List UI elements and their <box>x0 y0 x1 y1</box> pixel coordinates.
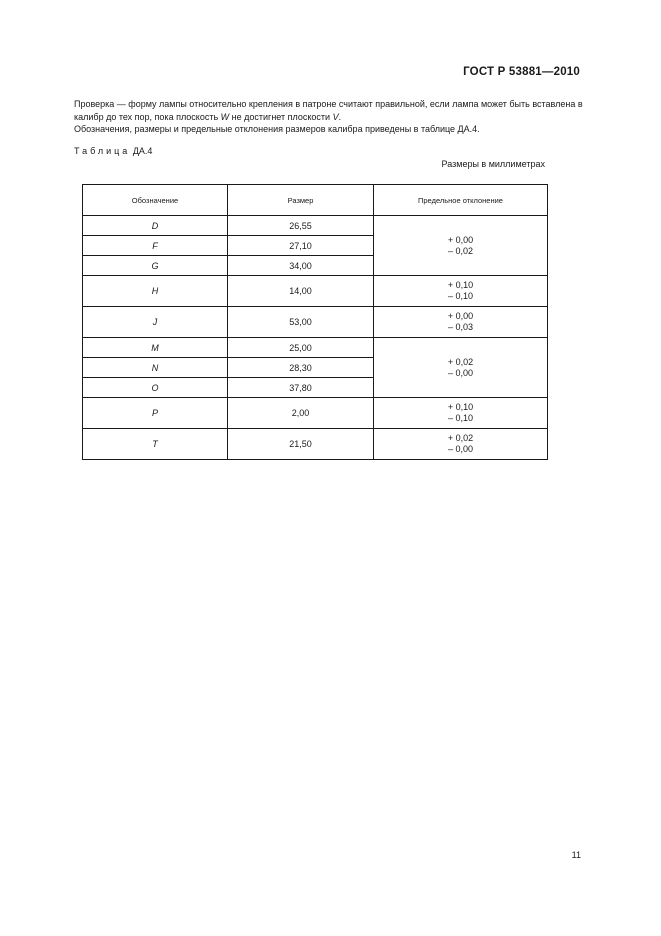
table-row <box>83 429 548 460</box>
deviation-lower: – 0,10 <box>447 413 474 423</box>
deviation-upper: + 0,10 <box>447 280 474 290</box>
dimensions-table <box>82 184 548 460</box>
table-header-row <box>83 185 548 216</box>
deviation-lower: – 0,03 <box>447 322 474 332</box>
paragraph-text: . <box>338 112 342 122</box>
symbol-cell: H <box>83 276 228 307</box>
deviation-cell <box>374 307 548 338</box>
header-designation: Обозначение <box>83 185 228 216</box>
deviation-lower: – 0,10 <box>447 291 474 301</box>
header-size: Размер <box>228 185 374 216</box>
deviation-lower: – 0,02 <box>447 245 474 256</box>
page-number: 11 <box>571 850 581 860</box>
size-cell: 37,80 <box>228 378 374 398</box>
deviation-cell <box>374 216 548 276</box>
plane-w-symbol: W <box>220 112 230 122</box>
deviation-cell <box>374 398 548 429</box>
deviation-cell <box>374 429 548 460</box>
table-caption <box>74 146 152 156</box>
symbol-cell: G <box>83 256 228 276</box>
symbol-cell: D <box>83 216 228 236</box>
deviation-upper: + 0,00 <box>447 234 474 245</box>
symbol-cell: J <box>83 307 228 338</box>
symbol-cell: T <box>83 429 228 460</box>
size-cell: 14,00 <box>228 276 374 307</box>
document-header: ГОСТ Р 53881—2010 <box>463 66 580 78</box>
deviation-cell <box>374 338 548 398</box>
table-caption-number: ДА.4 <box>132 146 153 156</box>
symbol-cell: P <box>83 398 228 429</box>
paragraph-check <box>62 98 594 124</box>
size-cell: 26,55 <box>228 216 374 236</box>
deviation-lower: – 0,00 <box>447 444 474 454</box>
size-cell: 21,50 <box>228 429 374 460</box>
header-deviation: Предельное отклонение <box>374 185 548 216</box>
symbol-cell: M <box>83 338 228 358</box>
deviation-cell <box>374 276 548 307</box>
size-cell: 53,00 <box>228 307 374 338</box>
deviation-upper: + 0,02 <box>447 433 474 443</box>
deviation-lower: – 0,00 <box>447 367 474 378</box>
table-row <box>83 398 548 429</box>
table-row <box>83 276 548 307</box>
paragraph-table-reference: Обозначения, размеры и предельные отклонения размеров калибра приведены в таблице ДА.4. <box>74 124 480 134</box>
size-cell: 34,00 <box>228 256 374 276</box>
table-row <box>83 338 548 358</box>
size-cell: 25,00 <box>228 338 374 358</box>
symbol-cell: N <box>83 358 228 378</box>
deviation-upper: + 0,10 <box>447 402 474 412</box>
table-row <box>83 307 548 338</box>
deviation-upper: + 0,00 <box>447 311 474 321</box>
plane-v-symbol: V <box>332 112 339 122</box>
symbol-cell: F <box>83 236 228 256</box>
units-note: Размеры в миллиметрах <box>441 159 545 169</box>
size-cell: 28,30 <box>228 358 374 378</box>
paragraph-text: не достигнет плоскости <box>229 112 333 122</box>
size-cell: 2,00 <box>228 398 374 429</box>
table-caption-word: Таблица <box>74 146 131 156</box>
size-cell: 27,10 <box>228 236 374 256</box>
symbol-cell: O <box>83 378 228 398</box>
paragraph-text: Проверка — форму лампы относительно крепления в патроне считают правильной, если лампа может быть вставлена в калибр до тех пор, пока плоскость <box>74 99 583 122</box>
deviation-upper: + 0,02 <box>447 356 474 367</box>
table-row <box>83 216 548 236</box>
